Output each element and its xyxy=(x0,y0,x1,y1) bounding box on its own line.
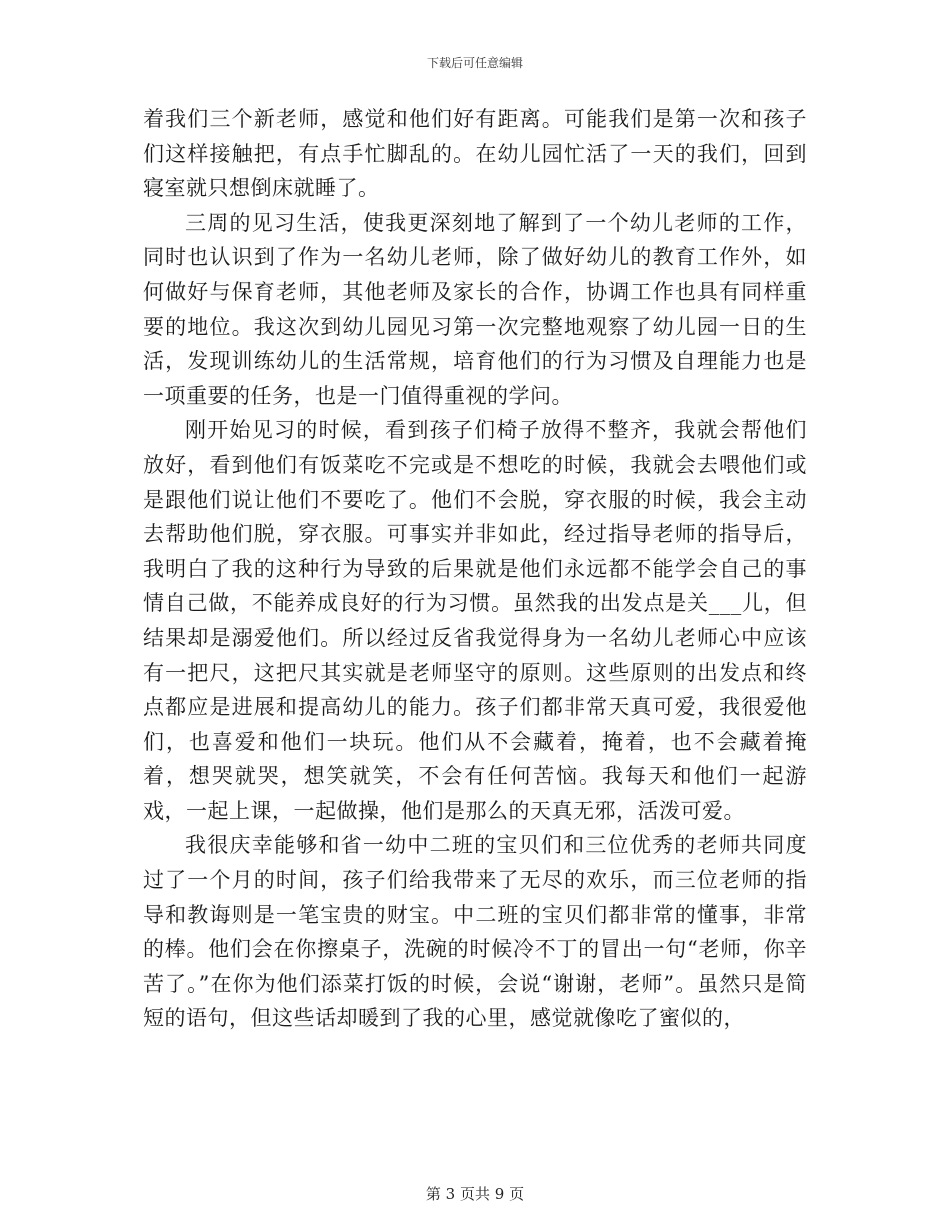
paragraph: 三周的见习生活，使我更深刻地了解到了一个幼儿老师的工作，同时也认识到了作为一名幼儿老师，除了做好幼儿的教育工作外，如何做好与保育老师，其他老师及家长的合作，协调工作也具有同样重要的地位。我这次到幼儿园见习第一次完整地观察了幼儿园一日的生活，发现训练幼儿的生活常规，培育他们的行为习惯及自理能力也是一项重要的任务，也是一门值得重视的学问。 xyxy=(143,210,807,408)
page-header: 下载后可任意编辑 xyxy=(426,56,523,70)
paragraph: 刚开始见习的时候，看到孩子们椅子放得不整齐，我就会帮他们放好，看到他们有饭菜吃不完或是不想吃的时候，我就会去喂他们或是跟他们说让他们不要吃了。他们不会脱，穿衣服的时候，我会主动去帮助他们脱，穿衣服。可事实并非如此，经过指导老师的指导后，我明白了我的这种行为导致的后果就是他们永远都不能学会自己的事情自己做，不能养成良好的行为习惯。虽然我的出发点是关___儿，但结果却是溺爱他们。所以经过反省我觉得身为一名幼儿老师心中应该有一把尺，这把尺其实就是老师坚守的原则。这些原则的出发点和终点都应是进展和提高幼儿的能力。孩子们都非常天真可爱，我很爱他们，也喜爱和他们一块玩。他们从不会藏着，掩着，也不会藏着掩着，想哭就哭，想笑就笑，不会有任何苦恼。我每天和他们一起游戏，一起上课，一起做操，他们是那么的天真无邪，活泼可爱。 xyxy=(143,418,807,823)
paragraph-continued: 着我们三个新老师，感觉和他们好有距离。可能我们是第一次和孩子们这样接触把，有点手忙脚乱的。在幼儿园忙活了一天的我们，回到寝室就只想倒床就睡了。 xyxy=(143,107,807,201)
paragraph: 我很庆幸能够和省一幼中二班的宝贝们和三位优秀的老师共同度过了一个月的时间，孩子们给我带来了无尽的欢乐，而三位老师的指导和教诲则是一笔宝贵的财宝。中二班的宝贝们都非常的懂事，非常的棒。他们会在你擦桌子，洗碗的时候冷不丁的冒出一句“老师，你辛苦了。”在你为他们添菜打饭的时候，会说“谢谢，老师”。虽然只是简短的语句，但这些话却暖到了我的心里，感觉就像吃了蜜似的， xyxy=(143,833,807,1031)
document-body xyxy=(143,102,807,1036)
page-number-footer: 第 3 页共 9 页 xyxy=(425,1185,525,1203)
